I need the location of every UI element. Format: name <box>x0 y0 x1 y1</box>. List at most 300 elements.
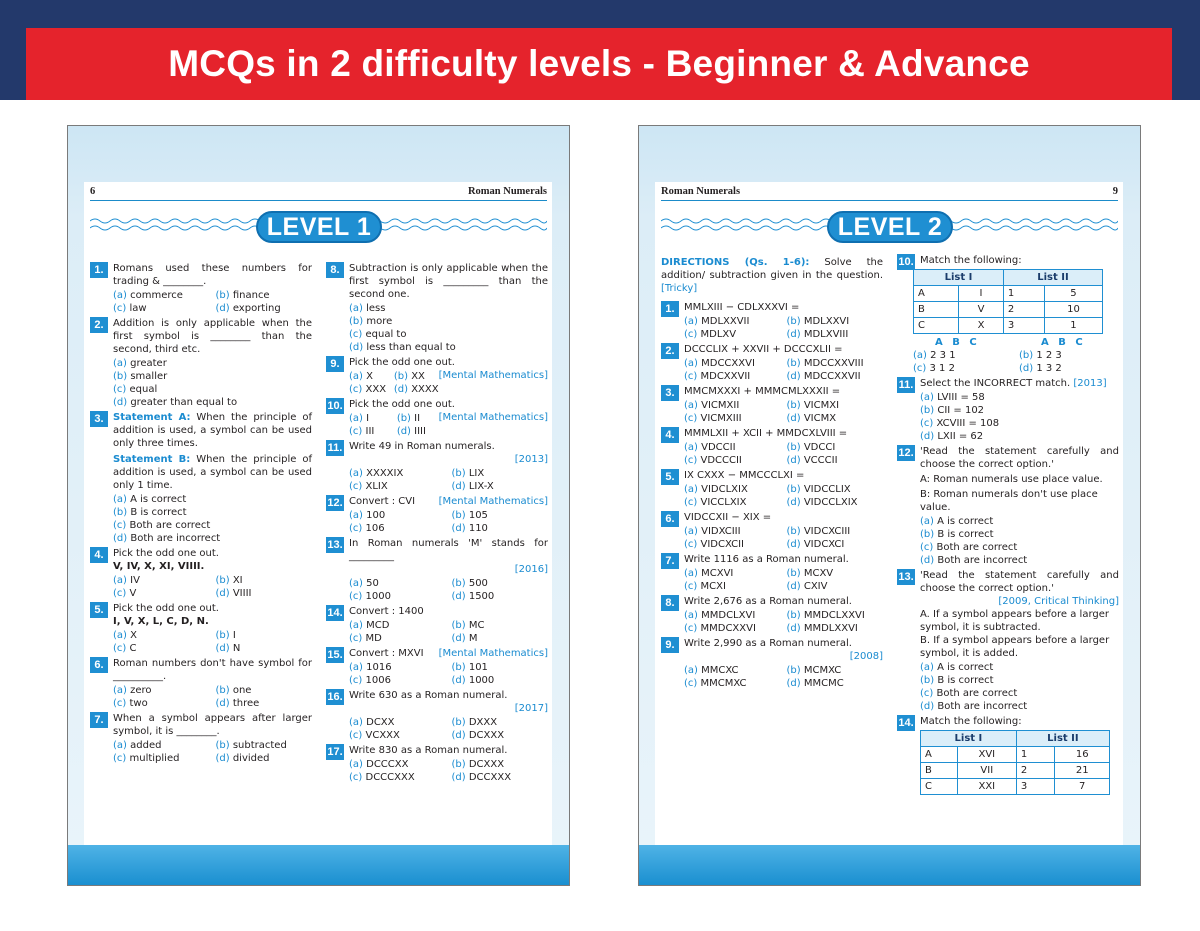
option: (b) smaller <box>113 371 168 382</box>
table-row <box>914 318 1103 334</box>
statement-b: B: Roman numerals don't use place value. <box>920 489 1098 513</box>
section-title: Roman Numerals <box>467 186 547 197</box>
page-footer <box>68 845 569 885</box>
question-tag: [2013] <box>1073 378 1107 389</box>
option: (a) DCCCXX <box>349 759 409 770</box>
option: (b) VIDCCLIX <box>786 484 851 495</box>
left-page <box>67 125 570 886</box>
table-cell: 16 <box>1055 747 1110 763</box>
option: (b) LIX <box>451 468 485 479</box>
table-cell: XVI <box>957 747 1016 763</box>
option: (d) VIIII <box>215 588 252 599</box>
option: (b) B is correct <box>113 507 187 518</box>
question-text: Write 49 in Roman numerals. <box>349 441 495 452</box>
table-row <box>921 747 1110 763</box>
question-number: 3. <box>90 411 108 427</box>
question <box>661 553 883 593</box>
question-text: Pick the odd one out. <box>349 357 455 368</box>
level-badge <box>827 211 953 243</box>
option: (b) MCXV <box>786 568 834 579</box>
question-number: 7. <box>661 553 679 569</box>
question-sequence: I, V, X, L, C, D, N. <box>113 616 209 627</box>
question-number: 17. <box>327 746 343 758</box>
question-number: 4. <box>661 427 679 443</box>
question-text: Write 1116 as a Roman numeral. <box>684 554 849 565</box>
option: (a) greater <box>113 358 167 369</box>
option: (b) B is correct <box>920 675 994 686</box>
option: (c) XXX <box>349 384 387 395</box>
table-cell: V <box>959 302 1004 318</box>
question-tag: [Mental Mathematics] <box>438 370 548 381</box>
option: (c) multiplied <box>113 753 180 764</box>
question-text: Match the following: <box>920 255 1022 266</box>
table-row <box>921 779 1110 795</box>
option: (b) CII = 102 <box>920 405 985 416</box>
question <box>326 537 548 603</box>
option: (b) 105 <box>451 510 488 521</box>
table-cell: VII <box>957 763 1016 779</box>
question <box>661 469 883 509</box>
question-number: 6. <box>90 657 108 673</box>
table-header: List I <box>914 270 1004 286</box>
option: (b) MDCCXXVIII <box>786 358 864 369</box>
option: (a) X <box>349 371 373 382</box>
question-text: MMLXIII − CDLXXXVI = <box>684 302 800 313</box>
question-text: Select the INCORRECT match. <box>920 378 1071 389</box>
option: (c) 106 <box>349 523 385 534</box>
option: (c) two <box>113 698 148 709</box>
options <box>684 567 883 593</box>
question <box>326 398 548 438</box>
options <box>913 336 1119 375</box>
option: (b) B is correct <box>920 529 994 540</box>
table-header: List II <box>1003 270 1102 286</box>
question <box>897 569 1119 713</box>
options <box>349 509 548 535</box>
option: (d) 1000 <box>451 675 495 686</box>
question-number: 9. <box>661 637 679 653</box>
question-text: Convert : MXVI <box>349 648 424 659</box>
option: (a) MDLXXVII <box>684 316 750 327</box>
option: (c) MCXI <box>684 581 726 592</box>
option: (a) X <box>113 630 137 641</box>
question-sequence: V, IV, X, XI, VIIII. <box>113 561 205 572</box>
question-text: Romans used these numbers for trading & ________. <box>113 263 312 287</box>
options <box>349 370 439 396</box>
option: (c) VICMXIII <box>684 413 742 424</box>
question-number: 12. <box>327 497 343 509</box>
option: (b) II <box>396 413 421 424</box>
question-text: Pick the odd one out. <box>113 603 219 614</box>
option: (c) equal <box>113 384 158 395</box>
match-table <box>920 730 1110 795</box>
question <box>326 495 548 535</box>
option: (a) less <box>349 303 386 314</box>
table-cell: 2 <box>1016 763 1055 779</box>
level-label: LEVEL 2 <box>837 212 943 241</box>
question <box>661 343 883 383</box>
level-label: LEVEL 1 <box>266 212 372 241</box>
options <box>349 716 548 742</box>
options <box>684 357 883 383</box>
options <box>684 315 883 341</box>
question <box>661 301 883 341</box>
options <box>684 441 883 467</box>
question <box>326 689 548 742</box>
option: (a) VICMXII <box>684 400 740 411</box>
table-cell: 3 <box>1016 779 1055 795</box>
question-text: 'Read the statement carefully and choose the correct option.' <box>920 446 1119 470</box>
options <box>113 493 312 545</box>
question-text: Pick the odd one out. <box>349 399 455 410</box>
option: (c) C <box>113 643 137 654</box>
option: (d) XXXX <box>393 384 439 395</box>
option: (d) VICMX <box>786 413 837 424</box>
question-text: Write 830 as a Roman numeral. <box>349 745 508 756</box>
question-text: Convert : CVI <box>349 496 416 507</box>
question-number: 13. <box>327 539 343 551</box>
option: (c) MDLXV <box>684 329 737 340</box>
option: (c) XCVIII = 108 <box>920 418 1000 429</box>
option: (d) IIII <box>396 426 426 437</box>
table-header: List II <box>1016 731 1109 747</box>
option: (d) MDLXVIII <box>786 329 849 340</box>
abc-header: A B C <box>1041 337 1086 348</box>
table-cell: XXI <box>957 779 1016 795</box>
question-text: Write 2,676 as a Roman numeral. <box>684 596 852 607</box>
option: (a) 50 <box>349 578 379 589</box>
level-badge <box>256 211 382 243</box>
table-cell: 3 <box>1003 318 1044 334</box>
option: (d) less than equal to <box>349 342 456 353</box>
table-cell: 10 <box>1044 302 1102 318</box>
option: (b) finance <box>215 290 270 301</box>
question-text: When a symbol appears after larger symbol, it is ________. <box>113 713 312 737</box>
option: (c) VIDCXCII <box>684 539 744 550</box>
question-tag: [2009, Critical Thinking] <box>998 596 1119 607</box>
option: (d) MMCMC <box>786 678 844 689</box>
option: (d) Both are incorrect <box>113 533 221 544</box>
right-column-2 <box>897 254 1119 797</box>
option: (b) MC <box>451 620 485 631</box>
statement-a: A. If a symbol appears before a larger symbol, it is subtracted. <box>920 609 1109 633</box>
question <box>90 657 312 710</box>
option: (a) IV <box>113 575 140 586</box>
option: (b) 1 2 3 <box>1019 350 1062 361</box>
option: (b) subtracted <box>215 740 287 751</box>
option: (a) VDCCII <box>684 442 736 453</box>
question-tag: [2013] <box>514 454 548 465</box>
options <box>349 302 548 354</box>
question <box>326 605 548 645</box>
question-tag: [Mental Mathematics] <box>438 648 548 659</box>
question-text: MMMLXII + XCII + MMDCXLVIII = <box>684 428 848 439</box>
page-number: 9 <box>1112 186 1118 197</box>
question <box>326 744 548 784</box>
question-text: In Roman numerals 'M' stands for _________ <box>349 538 548 562</box>
options <box>113 357 312 409</box>
option: (a) commerce <box>113 290 183 301</box>
question-number: 16. <box>327 691 343 703</box>
option: (a) 2 3 1 <box>913 350 956 361</box>
option: (a) DCXX <box>349 717 395 728</box>
option: (b) I <box>215 630 236 641</box>
question-number: 9. <box>326 356 344 372</box>
option: (d) VIDCCLXIX <box>786 497 858 508</box>
running-head <box>90 186 547 200</box>
question <box>897 254 1119 375</box>
question <box>326 647 548 687</box>
table-cell: 1 <box>1016 747 1055 763</box>
directions <box>661 256 883 295</box>
table-cell: A <box>914 286 959 302</box>
question <box>90 262 312 315</box>
page-number: 6 <box>90 186 96 197</box>
question-text: Match the following: <box>920 716 1022 727</box>
options <box>684 609 883 635</box>
question-text: IX CXXX − MMCCCLXI = <box>684 470 805 481</box>
question <box>661 427 883 467</box>
option: (a) A is correct <box>920 662 994 673</box>
statement-b: B. If a symbol appears before a larger symbol, it is added. <box>920 635 1110 659</box>
option: (c) Both are correct <box>920 542 1018 553</box>
option: (d) DCXXX <box>451 730 505 741</box>
option: (c) 1006 <box>349 675 391 686</box>
table-header: List I <box>921 731 1017 747</box>
table-cell: 7 <box>1055 779 1110 795</box>
options <box>113 684 312 710</box>
question-text: DCCCLIX + XXVII + DCCCXLII = <box>684 344 843 355</box>
options <box>920 515 1119 567</box>
options <box>684 399 883 425</box>
directions-tag: [Tricky] <box>661 283 698 294</box>
option: (a) MMDCLXVI <box>684 610 756 621</box>
options <box>349 467 548 493</box>
question <box>897 377 1119 443</box>
statement-b-label: Statement B: <box>113 454 191 465</box>
option: (b) DXXX <box>451 717 498 728</box>
options <box>684 483 883 509</box>
option: (a) 1016 <box>349 662 392 673</box>
option: (c) 1000 <box>349 591 391 602</box>
option: (b) DCXXX <box>451 759 505 770</box>
question-text: Pick the odd one out. <box>113 548 219 559</box>
question-number: 10. <box>327 400 343 412</box>
question-number: 1. <box>90 262 108 278</box>
option: (c) Both are correct <box>920 688 1018 699</box>
options <box>920 661 1119 713</box>
option: (c) VICCLXIX <box>684 497 747 508</box>
option: (b) MCMXC <box>786 665 842 676</box>
table-cell: B <box>921 763 958 779</box>
option: (a) MMCXC <box>684 665 739 676</box>
question-text: 'Read the statement carefully and choose the correct option.' <box>920 570 1119 594</box>
question-number: 2. <box>90 317 108 333</box>
options <box>349 412 439 438</box>
option: (a) XXXXIX <box>349 468 404 479</box>
table-row <box>921 763 1110 779</box>
table-cell: A <box>921 747 958 763</box>
running-head <box>661 186 1118 200</box>
option: (d) greater than equal to <box>113 397 238 408</box>
option: (a) added <box>113 740 162 751</box>
option: (c) MD <box>349 633 382 644</box>
option: (b) 101 <box>451 662 488 673</box>
table-row <box>914 302 1103 318</box>
option: (a) MCXVI <box>684 568 734 579</box>
table-cell: C <box>921 779 958 795</box>
question-text: VIDCCXII − XIX = <box>684 512 772 523</box>
question-tag: [Mental Mathematics] <box>438 412 548 423</box>
option: (c) III <box>349 426 375 437</box>
question-tag: [2016] <box>514 564 548 575</box>
option: (b) MMDCLXXVI <box>786 610 865 621</box>
question-text: Roman numbers don't have symbol for __________. <box>113 658 312 682</box>
option: (c) MMCMXC <box>684 678 747 689</box>
question <box>90 547 312 600</box>
option: (c) MMDCXXVI <box>684 623 756 634</box>
statement-a: When the principle of addition is used, a symbol can be used only three times. <box>113 412 312 449</box>
options <box>684 525 883 551</box>
option: (d) exporting <box>215 303 281 314</box>
question <box>897 445 1119 567</box>
head-rule <box>90 200 547 201</box>
question-number: 3. <box>661 385 679 401</box>
options <box>920 391 1119 443</box>
option: (b) more <box>349 316 393 327</box>
option: (a) MCD <box>349 620 390 631</box>
options <box>113 629 312 655</box>
question-number: 6. <box>661 511 679 527</box>
question-number: 5. <box>661 469 679 485</box>
option: (d) MDCCXXVII <box>786 371 861 382</box>
option: (d) three <box>215 698 260 709</box>
question <box>326 262 548 354</box>
question-text: Write 630 as a Roman numeral. <box>349 690 508 701</box>
head-rule <box>661 200 1118 201</box>
left-column-2 <box>326 262 548 786</box>
options <box>113 574 312 600</box>
question <box>661 385 883 425</box>
question-number: 11. <box>898 379 914 391</box>
question-text: Write 2,990 as a Roman numeral. <box>684 638 852 649</box>
option: (a) I <box>349 413 370 424</box>
question <box>661 511 883 551</box>
option: (b) VICMXI <box>786 400 840 411</box>
question <box>326 440 548 493</box>
option: (c) DCCCXXX <box>349 772 415 783</box>
option: (a) LVIII = 58 <box>920 392 985 403</box>
question-number: 14. <box>898 717 914 729</box>
option: (c) equal to <box>349 329 407 340</box>
question-text: Convert : 1400 <box>349 606 424 617</box>
table-cell: C <box>914 318 959 334</box>
options <box>349 661 548 687</box>
option: (d) VIDCXCI <box>786 539 845 550</box>
question-number: 2. <box>661 343 679 359</box>
table-cell: 1 <box>1044 318 1102 334</box>
question-number: 7. <box>90 712 108 728</box>
option: (d) divided <box>215 753 270 764</box>
question-tag: [2008] <box>849 651 883 662</box>
option: (b) XX <box>393 371 425 382</box>
options <box>113 289 312 315</box>
option: (a) A is correct <box>920 516 994 527</box>
option: (b) one <box>215 685 252 696</box>
option: (b) 500 <box>451 578 488 589</box>
question-number: 4. <box>90 547 108 563</box>
option: (b) MDLXXVI <box>786 316 850 327</box>
option: (d) MMDLXXVI <box>786 623 858 634</box>
directions-label: DIRECTIONS (Qs. 1-6): <box>661 257 810 268</box>
table-cell: B <box>914 302 959 318</box>
option: (d) 1500 <box>451 591 495 602</box>
question <box>326 356 548 396</box>
options <box>349 619 548 645</box>
banner-title: MCQs in 2 difficulty levels - Beginner & Advance <box>168 43 1030 84</box>
option: (c) VCXXX <box>349 730 400 741</box>
question <box>661 637 883 690</box>
table-cell: 5 <box>1044 286 1102 302</box>
option: (a) MDCCXXVI <box>684 358 755 369</box>
question <box>90 712 312 765</box>
question-number: 12. <box>898 447 914 459</box>
section-title: Roman Numerals <box>661 186 741 197</box>
left-column-1 <box>90 262 312 767</box>
option: (a) zero <box>113 685 152 696</box>
option: (d) N <box>215 643 241 654</box>
option: (c) Both are correct <box>113 520 211 531</box>
option: (c) V <box>113 588 137 599</box>
match-table <box>913 269 1103 334</box>
option: (d) M <box>451 633 478 644</box>
question <box>897 715 1119 795</box>
question <box>90 602 312 655</box>
question <box>661 595 883 635</box>
question <box>90 411 312 545</box>
question-tag: [2017] <box>514 703 548 714</box>
statement-b: When the principle of addition is used, a symbol can be used only 1 time. <box>113 454 313 491</box>
option: (c) VDCCCII <box>684 455 742 466</box>
options <box>349 758 548 784</box>
option: (c) law <box>113 303 147 314</box>
table-cell: 21 <box>1055 763 1110 779</box>
option: (a) 100 <box>349 510 386 521</box>
banner <box>26 28 1172 100</box>
option: (d) Both are incorrect <box>920 555 1028 566</box>
table-row <box>914 286 1103 302</box>
table-cell: I <box>959 286 1004 302</box>
page-footer <box>639 845 1140 885</box>
right-page <box>638 125 1141 886</box>
statement-a: A: Roman numerals use place value. <box>920 474 1103 485</box>
question-number: 14. <box>327 607 343 619</box>
table-cell: 2 <box>1003 302 1044 318</box>
option: (d) LIX-X <box>451 481 494 492</box>
option: (d) VCCCII <box>786 455 838 466</box>
question-number: 8. <box>661 595 679 611</box>
question-number: 15. <box>327 649 343 661</box>
question-number: 13. <box>898 571 914 583</box>
statement-a-label: Statement A: <box>113 412 191 423</box>
option: (b) VIDCXCIII <box>786 526 851 537</box>
question-text: MMCMXXXI + MMMCMLXXXII = <box>684 386 841 397</box>
option: (d) 110 <box>451 523 488 534</box>
directions-text: Solve the addition/ subtraction given in the question. <box>661 257 883 281</box>
question-number: 10. <box>898 256 914 268</box>
option: (a) VIDXCIII <box>684 526 741 537</box>
option: (d) CXIV <box>786 581 828 592</box>
